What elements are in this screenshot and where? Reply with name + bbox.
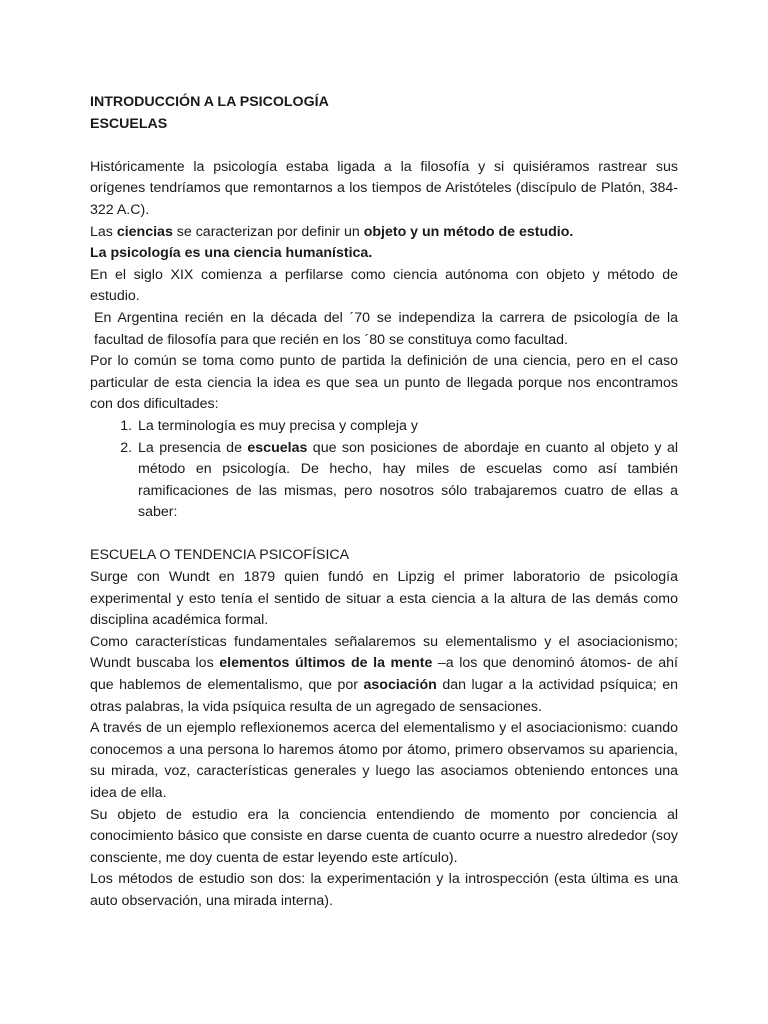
list-item-text: La terminología es muy precisa y compleja y — [138, 417, 418, 434]
text-run: La presencia de — [138, 439, 248, 456]
bold-term-ciencias: ciencias — [116, 223, 173, 240]
text-run: que son posiciones de abordaje en cuanto al objeto y al método en psicología. De hecho, hay miles de escuelas como así también ramificaciones de las mismas, pero nosotros sólo trabajaremos cuatro de ellas a saber: — [138, 439, 679, 521]
bold-statement: La psicología es una ciencia humanística. — [90, 245, 373, 262]
document-page — [90, 92, 678, 913]
spacer — [90, 135, 678, 157]
list-item — [136, 438, 678, 524]
section-paragraph-object: Su objeto de estudio era la conciencia entendiendo de momento por conciencia al conocimiento básico que consiste en darse cuenta de cuanto ocurre a nuestro alrededor (soy consciente, me doy cuenta de estar leyendo este artículo). — [90, 806, 678, 866]
intro-paragraph-xix: En el siglo XIX comienza a perfilarse como ciencia autónoma con objeto y método de estudio. — [90, 266, 678, 305]
section-heading: ESCUELA O TENDENCIA PSICOFÍSICA — [90, 547, 350, 564]
bold-term-escuelas: escuelas — [247, 439, 308, 456]
intro-paragraph-sciences — [90, 222, 678, 244]
section-paragraph-wundt: Surge con Wundt en 1879 quien fundó en Lipzig el primer laboratorio de psicología experimental y esto tenía el sentido de situar a esta ciencia a la altura de las demás como disciplina académica formal. — [90, 569, 678, 629]
intro-paragraph-definition: Por lo común se toma como punto de partida la definición de una ciencia, pero en el caso particular de esta ciencia la idea es que sea un punto de llegada porque nos encontramos con dos dificultades: — [90, 353, 678, 413]
document-title: INTRODUCCIÓN A LA PSICOLOGÍA — [90, 94, 329, 110]
section-paragraph-methods: Los métodos de estudio son dos: la experimentación y la introspección (esta última es una auto observación, una mirada interna). — [90, 871, 678, 909]
text-run: se caracterizan por definir un — [172, 223, 364, 240]
bold-term-elementos: elementos últimos de la mente — [219, 655, 433, 672]
bold-term-asociacion: asociación — [363, 677, 437, 694]
spacer — [90, 524, 678, 546]
intro-paragraph-humanistic — [90, 243, 678, 265]
text-run: Las — [90, 223, 117, 240]
text-run: Como características fundamentales señalaremos su elementalismo y el asociacionismo; Wundt buscaba los — [90, 633, 678, 672]
list-item — [136, 416, 678, 438]
text-run: dan lugar a la actividad psíquica; en otras palabras, la vida psíquica resulta de un agregado de sensaciones. — [90, 677, 678, 715]
difficulties-list — [90, 416, 678, 524]
section-paragraph-example: A través de un ejemplo reflexionemos acerca del elementalismo y el asociacionismo: cuando conocemos a una persona lo haremos átomo por átomo, primero observamos su apariencia, su mirada, voz, características generales y luego las asociamos obteniendo entonces una idea de ella. — [90, 720, 678, 801]
intro-paragraph-argentina: En Argentina recién en la década del ´70 se independiza la carrera de psicología de la facultad de filosofía para que recién en los ´80 se constituya como facultad. — [94, 309, 678, 348]
section-paragraph-characteristics — [90, 632, 678, 718]
intro-paragraph-history: Históricamente la psicología estaba ligada a la filosofía y si quisiéramos rastrear sus orígenes tendríamos que remontarnos a los tiempos de Aristóteles (discípulo de Platón, 384-322 A.C). — [90, 158, 678, 218]
bold-term-objeto-metodo: objeto y un método de estudio. — [363, 223, 574, 240]
text-run: –a los que denominó átomos- de ahí que hablemos de elementalismo, que por — [90, 655, 678, 694]
document-subtitle: ESCUELAS — [90, 115, 168, 132]
